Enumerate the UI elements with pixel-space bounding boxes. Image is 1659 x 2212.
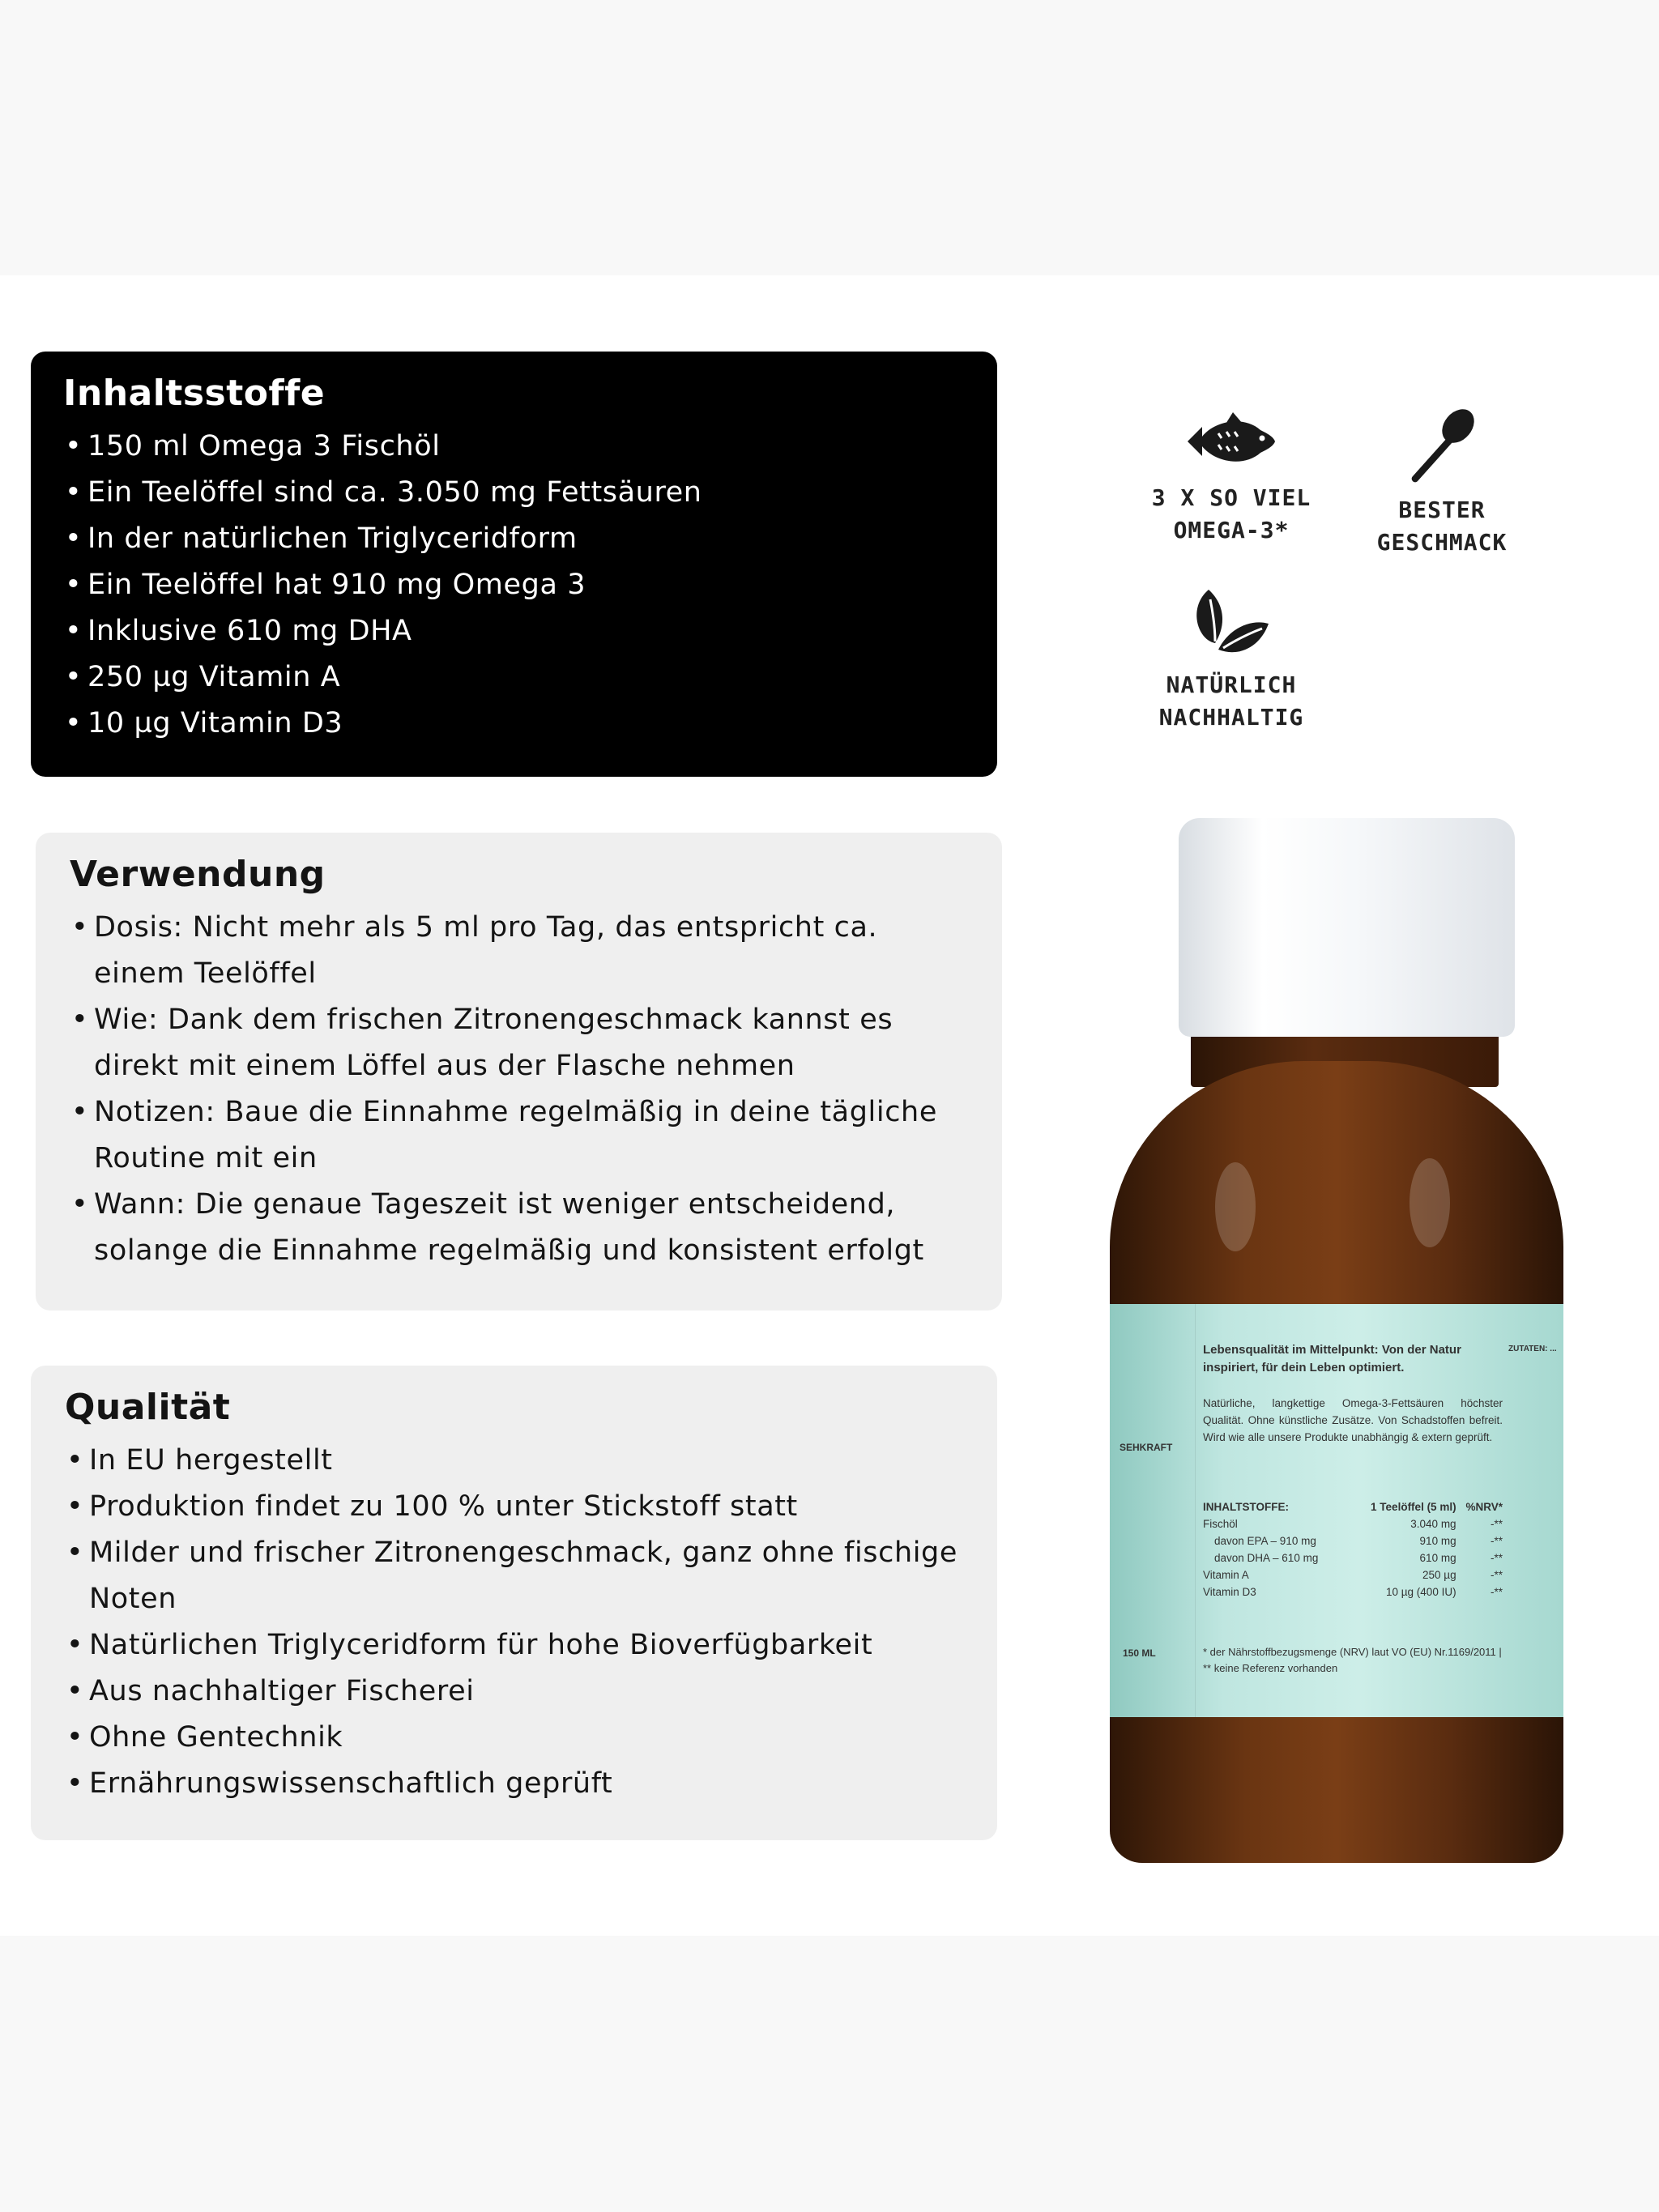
feature-taste-line1: BESTER <box>1398 497 1486 523</box>
feature-sustainable-line2: NACHHALTIG <box>1158 704 1304 731</box>
table-header: INHALTSTOFFE: <box>1203 1501 1289 1513</box>
top-band <box>0 0 1659 275</box>
list-item: • Aus nachhaltiger Fischerei <box>65 1669 963 1715</box>
table-row <box>1203 1566 1503 1583</box>
table-cell: -** <box>1490 1586 1503 1598</box>
feature-sustainable <box>1134 583 1328 734</box>
list-item: • Wie: Dank dem frischen Zitronengeschmack kannst es direkt mit einem Löffel aus der Flasche nehmen <box>70 997 968 1089</box>
list-item: • Inklusive 610 mg DHA <box>63 608 965 654</box>
list-item: • Dosis: Nicht mehr als 5 ml pro Tag, das entspricht ca. einem Teelöffel <box>70 905 968 997</box>
table-cell: davon DHA – 610 mg <box>1214 1552 1319 1564</box>
table-cell: Vitamin A <box>1203 1569 1249 1581</box>
usage-card <box>36 833 1002 1311</box>
quality-list <box>65 1438 963 1807</box>
label-divider <box>1195 1304 1196 1717</box>
table-row <box>1203 1583 1503 1600</box>
fish-icon <box>1183 409 1280 474</box>
bottom-band <box>0 1936 1659 2212</box>
list-item: • Ein Teelöffel hat 910 mg Omega 3 <box>63 562 965 608</box>
list-item: • In der natürlichen Triglyceridform <box>63 516 965 562</box>
ingredients-list <box>63 424 965 747</box>
list-item: • Ein Teelöffel sind ca. 3.050 mg Fettsäuren <box>63 470 965 516</box>
table-cell: -** <box>1490 1518 1503 1530</box>
table-header-row <box>1203 1498 1503 1515</box>
feature-omega-line2: OMEGA-3* <box>1173 517 1290 543</box>
list-item: • In EU hergestellt <box>65 1438 963 1484</box>
list-item: • Natürlichen Triglyceridform für hohe Bioverfügbarkeit <box>65 1622 963 1669</box>
table-cell: -** <box>1490 1569 1503 1581</box>
table-cell: davon EPA – 910 mg <box>1214 1535 1316 1547</box>
label-volume: 150 ML <box>1123 1647 1156 1659</box>
label-body: Natürliche, langkettige Omega-3-Fettsäuren höchster Qualität. Ohne künstliche Zusätze. Von Schadstoffen befreit. Wird wie alle unsere Produkte unabhängig & extern geprüft. <box>1203 1397 1503 1443</box>
feature-omega <box>1130 409 1333 547</box>
product-bottle <box>1110 818 1563 1863</box>
quality-title: Qualität <box>65 1387 231 1428</box>
bottle-label <box>1110 1304 1563 1717</box>
table-cell: -** <box>1490 1535 1503 1547</box>
ingredients-title: Inhaltsstoffe <box>63 373 326 414</box>
glass-reflection <box>1215 1162 1256 1251</box>
label-brand: SEHKRAFT <box>1120 1442 1173 1453</box>
label-side-text: ZUTATEN: ... <box>1508 1345 1557 1353</box>
feature-taste-line2: GESCHMACK <box>1376 529 1508 556</box>
label-nutrition-table <box>1203 1498 1503 1600</box>
table-cell: 910 mg <box>1419 1535 1456 1547</box>
table-cell: 250 µg <box>1422 1569 1456 1581</box>
list-item: • Notizen: Baue die Einnahme regelmäßig in deine tägliche Routine mit ein <box>70 1089 968 1182</box>
table-cell: 3.040 mg <box>1410 1518 1456 1530</box>
table-row <box>1203 1532 1503 1549</box>
table-cell: Vitamin D3 <box>1203 1586 1256 1598</box>
list-item: • Produktion findet zu 100 % unter Stickstoff statt <box>65 1484 963 1530</box>
glass-reflection <box>1410 1158 1450 1247</box>
usage-title: Verwendung <box>70 854 326 895</box>
table-header: %NRV* <box>1465 1501 1503 1513</box>
table-cell: Fischöl <box>1203 1518 1238 1530</box>
feature-taste <box>1345 405 1539 559</box>
ingredients-card <box>31 352 997 777</box>
list-item: • Milder und frischer Zitronengeschmack, ganz ohne fischige Noten <box>65 1530 963 1622</box>
table-header: 1 Teelöffel (5 ml) <box>1371 1501 1456 1513</box>
feature-omega-line1: 3 X SO VIEL <box>1151 484 1311 511</box>
list-item: • Ohne Gentechnik <box>65 1715 963 1761</box>
usage-list <box>70 905 968 1274</box>
quality-card <box>31 1366 997 1840</box>
label-title: Lebensqualität im Mittelpunkt: Von der Natur inspiriert, für dein Leben optimiert. <box>1203 1343 1461 1375</box>
feature-sustainable-line1: NATÜRLICH <box>1166 671 1297 698</box>
list-item: • 10 µg Vitamin D3 <box>63 701 965 747</box>
spoon-icon <box>1401 405 1482 486</box>
bottle-cap <box>1179 818 1515 1037</box>
list-item: • Ernährungswissenschaftlich geprüft <box>65 1761 963 1807</box>
list-item: • Wann: Die genaue Tageszeit ist weniger entscheidend, solange die Einnahme regelmäßig und konsistent erfolgt <box>70 1182 968 1274</box>
list-item: • 250 µg Vitamin A <box>63 654 965 701</box>
table-cell: -** <box>1490 1552 1503 1564</box>
label-footnote: * der Nährstoffbezugsmenge (NRV) laut VO (EU) Nr.1169/2011 | ** keine Referenz vorhanden <box>1203 1646 1502 1674</box>
table-row <box>1203 1549 1503 1566</box>
table-cell: 10 µg (400 IU) <box>1386 1586 1456 1598</box>
table-cell: 610 mg <box>1419 1552 1456 1564</box>
table-row <box>1203 1515 1503 1532</box>
list-item: • 150 ml Omega 3 Fischöl <box>63 424 965 470</box>
leaf-icon <box>1191 583 1272 661</box>
